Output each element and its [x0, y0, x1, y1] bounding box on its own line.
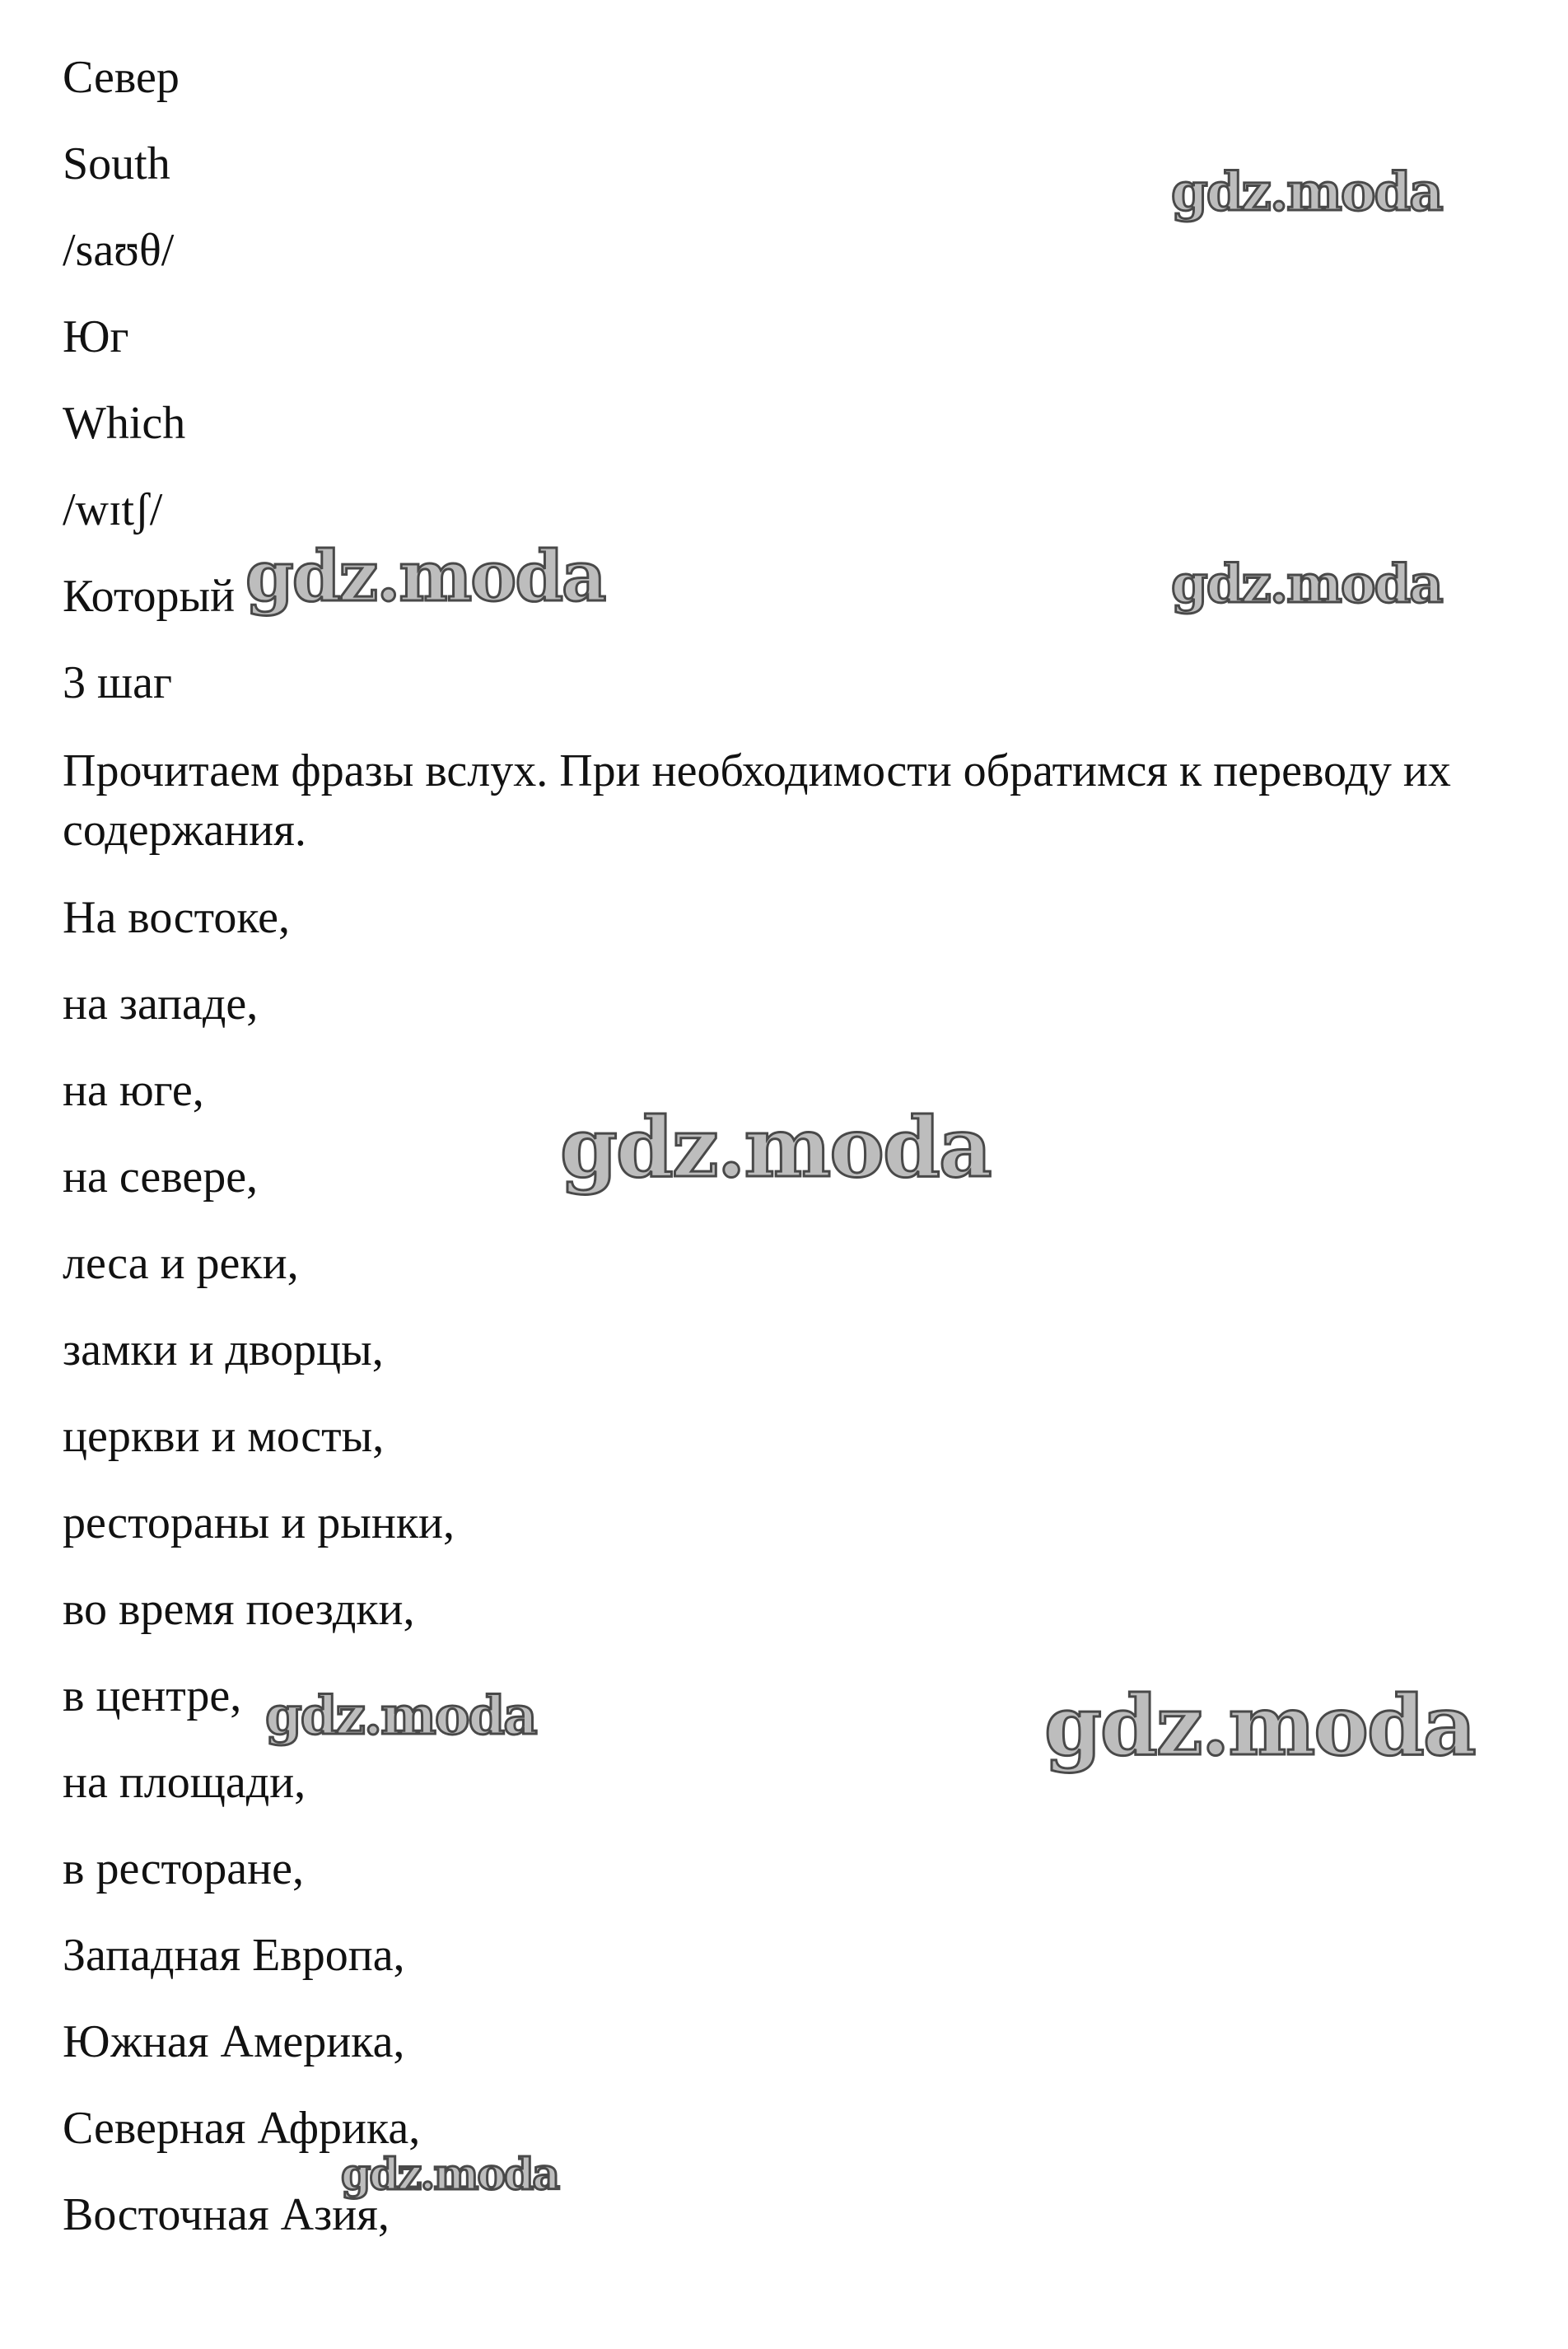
word-yug: Юг [63, 311, 129, 362]
watermark-logo: gdz.moda [341, 2150, 559, 2200]
phrase-item: Южная Америка, [63, 2016, 405, 2067]
phrase-item: на юге, [63, 1065, 204, 1116]
watermark-logo: gdz.moda [245, 535, 605, 617]
phrase-item: на площади, [63, 1757, 306, 1808]
phrase-item: Восточная Азия, [63, 2189, 390, 2240]
transcription-which: /wɪtʃ/ [63, 484, 163, 535]
watermark-logo: gdz.moda [265, 1685, 536, 1747]
word-kotoryi: Который [63, 571, 236, 622]
phrase-item: на севере, [63, 1151, 259, 1203]
phrase-item: церкви и мосты, [63, 1411, 385, 1462]
phrase-item: Северная Африка, [63, 2103, 421, 2154]
word-south: South [63, 138, 170, 189]
phrase-item: рестораны и рынки, [63, 1497, 455, 1548]
phrase-item: в ресторане, [63, 1843, 304, 1894]
phrase-item: в центре, [63, 1670, 242, 1721]
phrase-item: замки и дворцы, [63, 1324, 384, 1375]
watermark-logo: gdz.moda [1044, 1677, 1475, 1774]
phrase-item: на западе, [63, 978, 259, 1030]
transcription-south: /saʊθ/ [63, 225, 175, 276]
watermark-logo: gdz.moda [560, 1099, 991, 1196]
phrase-item: На востоке, [63, 892, 291, 943]
watermark-logo: gdz.moda [1171, 553, 1442, 615]
watermark-logo: gdz.moda [1171, 161, 1442, 223]
instruction-paragraph: Прочитаем фразы вслух. При необходимости обратимся к переводу их содержания. [63, 745, 1451, 856]
phrase-item: Западная Европа, [63, 1930, 405, 1981]
word-sever: Север [63, 52, 180, 103]
phrase-item: во время поездки, [63, 1584, 415, 1635]
word-which: Which [63, 398, 186, 449]
phrase-item: леса и реки, [63, 1238, 299, 1289]
step-heading: 3 шаг [63, 657, 172, 708]
